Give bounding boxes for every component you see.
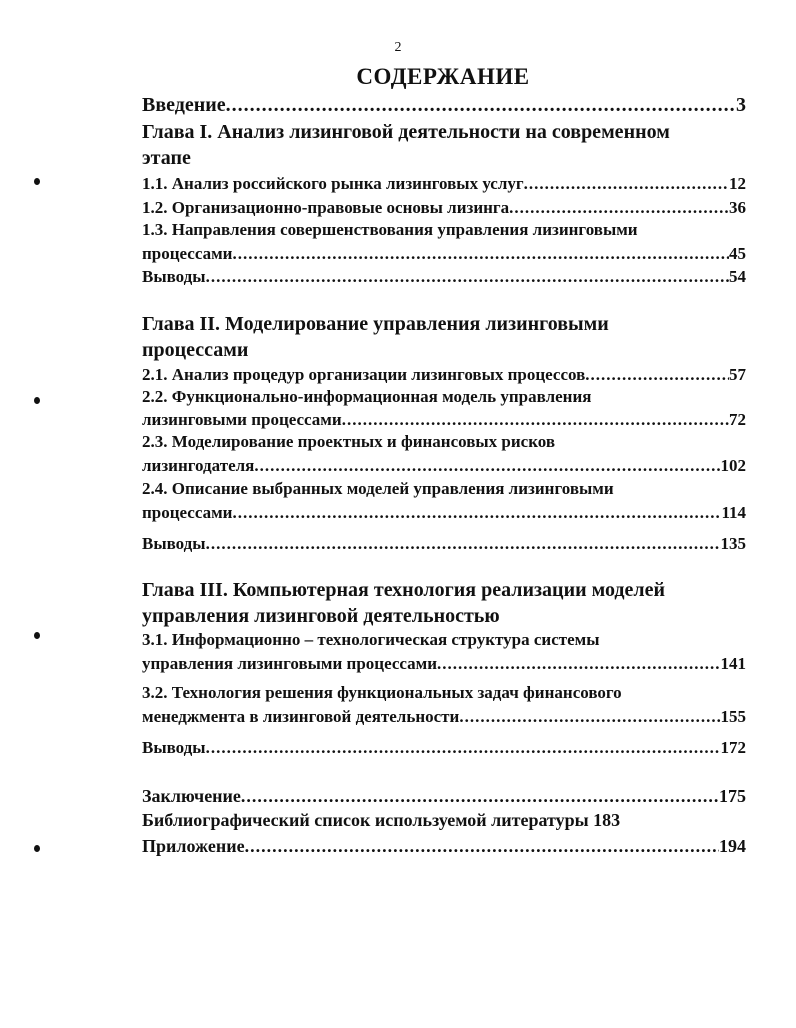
leader-dots <box>437 654 720 674</box>
toc-entry-3-1-line1[interactable]: 3.1. Информационно – технологическая структура системы <box>142 630 600 649</box>
toc-entry-label: 2.1. Анализ процедур организации лизинговых процессов <box>142 365 586 384</box>
leader-dots <box>585 365 729 385</box>
toc-entry-label: Выводы <box>142 738 206 757</box>
toc-entry-page: 54 <box>729 267 746 286</box>
toc-entry-2-2-line1[interactable]: 2.2. Функционально-информационная модель управления <box>142 387 592 406</box>
toc-entry-intro[interactable] <box>142 94 746 117</box>
leader-dots <box>206 738 721 758</box>
toc-entry-page: 102 <box>720 456 746 475</box>
toc-entry-label: Введение <box>142 94 226 116</box>
leader-dots <box>232 244 729 264</box>
leader-dots <box>509 198 729 218</box>
toc-entry-page: 57 <box>729 365 746 384</box>
leader-dots <box>245 836 719 857</box>
toc-entry-page: 194 <box>719 836 746 856</box>
toc-entry-page: 114 <box>721 503 746 522</box>
toc-entry-appendix[interactable] <box>142 836 746 857</box>
margin-dot <box>34 397 40 404</box>
toc-entry-2-1[interactable] <box>142 365 746 385</box>
toc-entry-conclusion[interactable] <box>142 786 746 807</box>
toc-entry-1-3-line1[interactable]: 1.3. Направления совершенствования управления лизинговыми <box>142 220 638 239</box>
toc-entry-page: 45 <box>729 244 746 263</box>
toc-entry-label: 1.1. Анализ российского рынка лизинговых услуг <box>142 174 524 193</box>
toc-entry-2-4-line1[interactable]: 2.4. Описание выбранных моделей управления лизинговыми <box>142 479 614 498</box>
margin-dot <box>34 845 40 852</box>
toc-entry-page: 172 <box>720 738 746 757</box>
chapter1-heading-cont: этапе <box>142 147 191 169</box>
leader-dots <box>524 174 729 194</box>
toc-entry-page: 72 <box>729 410 746 429</box>
leader-dots <box>206 534 721 554</box>
page-title-wrap <box>0 64 796 90</box>
toc-entry-ch3-conclusions[interactable] <box>142 738 746 758</box>
toc-entry-label: лизинговыми процессами <box>142 410 342 429</box>
toc-entry-2-3-line1[interactable]: 2.3. Моделирование проектных и финансовых рисков <box>142 432 556 451</box>
chapter3-heading-cont: управления лизинговой деятельностью <box>142 605 500 627</box>
toc-entry-label: менеджмента в лизинговой деятельности <box>142 707 460 726</box>
leader-dots <box>226 94 736 117</box>
toc-entry-1-3[interactable] <box>142 244 746 264</box>
toc-entry-label: управления лизинговыми процессами <box>142 654 438 673</box>
leader-dots <box>206 267 729 287</box>
toc-entry-ch1-conclusions[interactable] <box>142 267 746 287</box>
toc-entry-ch2-conclusions[interactable] <box>142 534 746 554</box>
toc-entry-3-2[interactable] <box>142 707 746 727</box>
toc-entry-label: процессами <box>142 503 233 522</box>
toc-entry-page: 155 <box>720 707 746 726</box>
toc-entry-2-4[interactable] <box>142 503 746 523</box>
leader-dots <box>232 503 721 523</box>
toc-entry-1-2[interactable] <box>142 198 746 218</box>
toc-entry-label: Выводы <box>142 267 206 286</box>
margin-dot <box>34 632 40 639</box>
toc-entry-page: 135 <box>720 534 746 553</box>
toc-entry-3-1[interactable] <box>142 654 746 674</box>
toc-entry-page: 36 <box>729 198 746 217</box>
toc-entry-3-2-line1[interactable]: 3.2. Технология решения функциональных задач финансового <box>142 683 622 702</box>
toc-entry-page: 175 <box>719 786 746 806</box>
page-number: 2 <box>394 40 402 55</box>
leader-dots <box>254 456 720 476</box>
toc-entry-label: процессами <box>142 244 233 263</box>
chapter2-heading[interactable]: Глава II. Моделирование управления лизинговыми <box>142 313 609 335</box>
toc-entry-label: Заключение <box>142 786 241 806</box>
chapter3-heading[interactable]: Глава III. Компьютерная технология реализации моделей <box>142 579 666 601</box>
toc-entry-page: 141 <box>720 654 746 673</box>
leader-dots <box>459 707 720 727</box>
toc-entry-page: 3 <box>736 94 746 116</box>
page-title: СОДЕРЖАНИЕ <box>356 64 530 89</box>
toc-entry-label: лизингодателя <box>142 456 255 475</box>
toc-entry-2-3[interactable] <box>142 456 746 476</box>
chapter1-heading[interactable]: Глава I. Анализ лизинговой деятельности на современном <box>142 121 670 143</box>
toc-entry-2-2[interactable] <box>142 410 746 430</box>
leader-dots <box>342 410 729 430</box>
toc-entry-bibliography[interactable]: Библиографический список используемой литературы 183 <box>142 810 621 830</box>
toc-entry-label: Выводы <box>142 534 206 553</box>
toc-entry-page: 12 <box>729 174 746 193</box>
toc-entry-label: Приложение <box>142 836 245 856</box>
toc-entry-1-1[interactable] <box>142 174 746 194</box>
toc-entry-label: 1.2. Организационно-правовые основы лизинга <box>142 198 510 217</box>
leader-dots <box>241 786 719 807</box>
chapter2-heading-cont: процессами <box>142 339 249 361</box>
margin-dot <box>34 178 40 185</box>
